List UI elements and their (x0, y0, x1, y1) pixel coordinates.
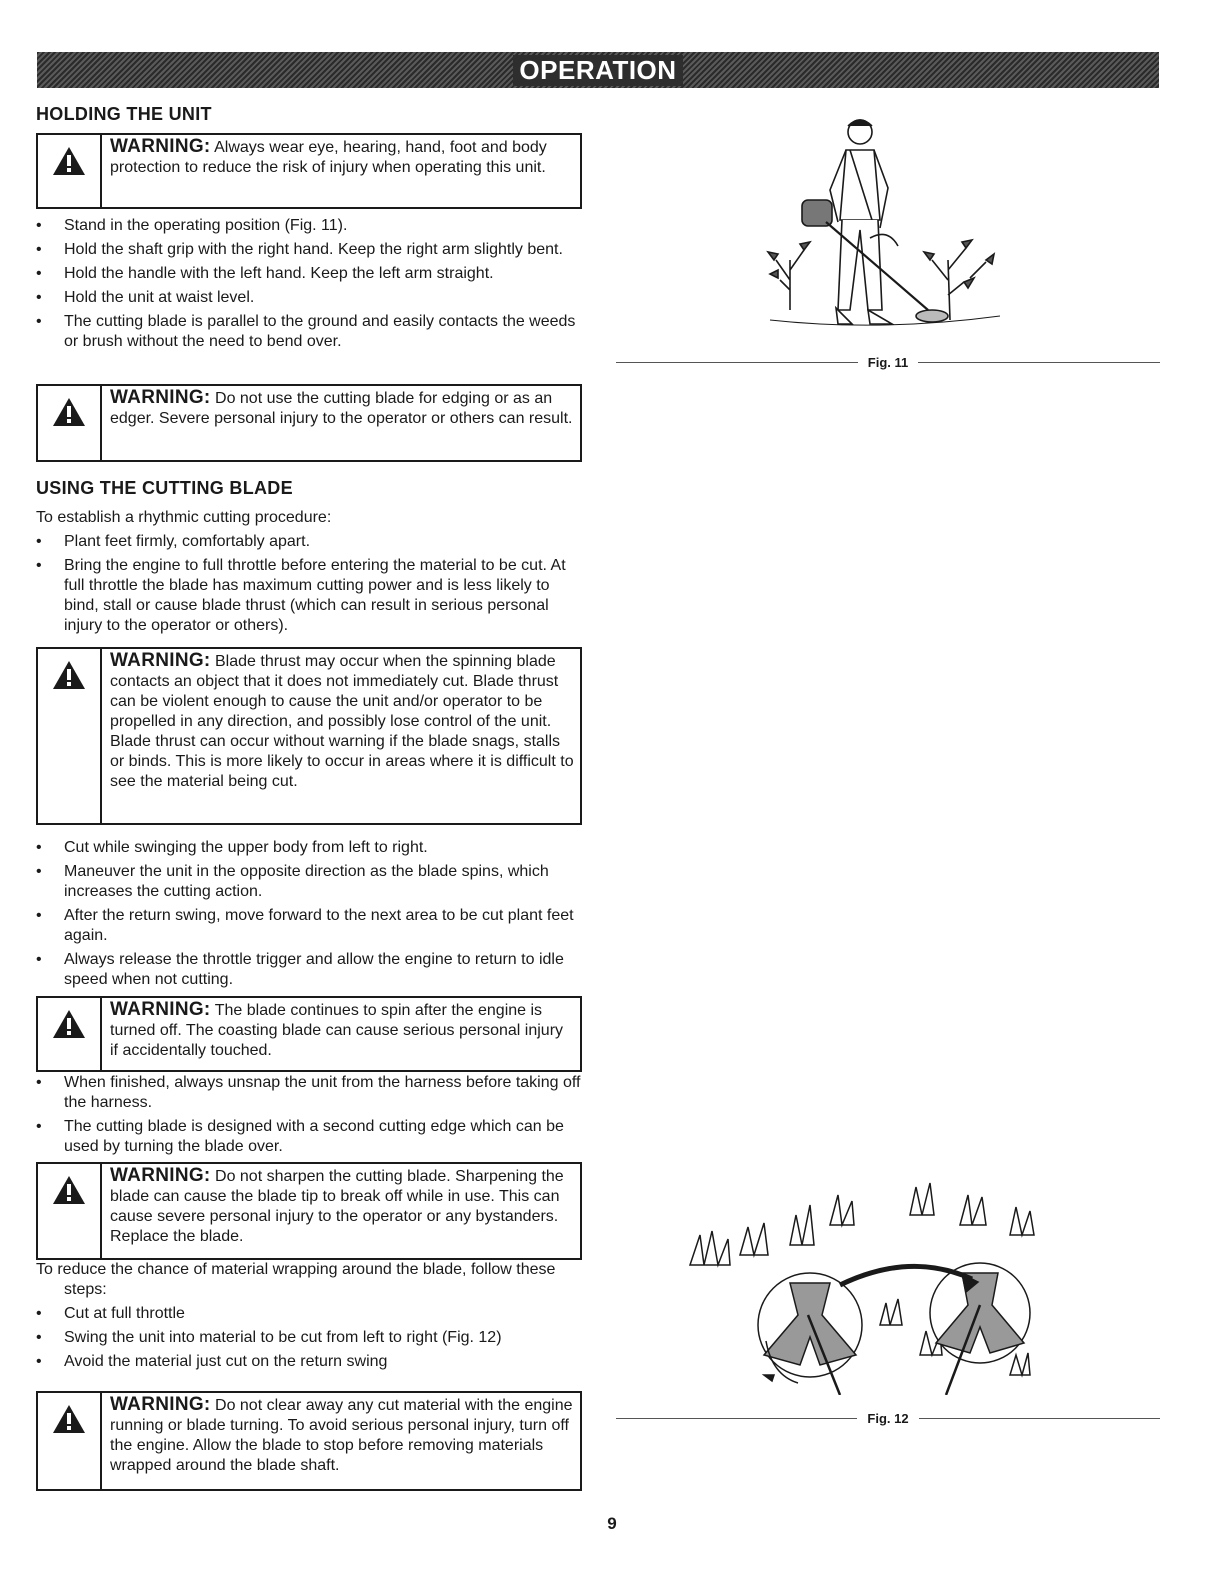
list-item: • Cut at full throttle (36, 1304, 582, 1324)
cutting-heading: USING THE CUTTING BLADE (36, 478, 293, 498)
warning-triangle-icon (38, 386, 102, 460)
warning-label: WARNING: (110, 650, 211, 671)
warning-text: The blade continues to spin after the engine is turned off. The coasting blade can cause serious personal injury if accidentally touched. (110, 1002, 564, 1059)
warning-box-4 (36, 996, 582, 1072)
section-banner (37, 52, 1159, 88)
warning-label: WARNING: (110, 136, 211, 157)
list-item: • The cutting blade is parallel to the ground and easily contacts the weeds or brush without the need to bend over. (36, 312, 582, 352)
holding-section (36, 104, 582, 125)
list-item: • Hold the shaft grip with the right hand. Keep the right arm slightly bent. (36, 240, 582, 260)
list-item: • After the return swing, move forward to the next area to be cut plant feet again. (36, 906, 582, 946)
warning-triangle-icon (38, 135, 102, 207)
holding-bullets (36, 216, 582, 356)
list-item: • Always release the throttle trigger and allow the engine to return to idle speed when not cutting. (36, 950, 582, 990)
warning-text: Do not sharpen the cutting blade. Sharpening the blade can cause the blade tip to break off while in use. This can cause severe personal injury to the operator or any bystanders. Replace the blade. (110, 1168, 564, 1245)
warning-label: WARNING: (110, 1394, 211, 1415)
warning-box-5 (36, 1162, 582, 1260)
list-item: • Plant feet firmly, comfortably apart. (36, 532, 582, 552)
list-item: • Bring the engine to full throttle before entering the material to be cut. At full throttle the blade has maximum cutting power and is less likely to bind, stall or cause blade thrust (which can result in serious personal injury to the operator or others). (36, 556, 582, 636)
list-item: • Cut while swinging the upper body from left to right. (36, 838, 582, 858)
cutting-intro: To establish a rhythmic cutting procedure: (36, 509, 332, 526)
warning-text: Blade thrust may occur when the spinning blade contacts an object that it does not immediately cut. Blade thrust can be violent enough to cause the unit and/or operator to be propelled in any direction, and possibly lose control of the unit. Blade thrust can occur without warning if the blade snags, stalls or binds. This is more likely to occur in areas where it is difficult to see the material being cut. (110, 653, 574, 790)
list-item: • Hold the handle with the left hand. Keep the left arm straight. (36, 264, 582, 284)
fig12-illustration (680, 1165, 1070, 1395)
warning-triangle-icon (38, 1164, 102, 1258)
list-item: • Hold the unit at waist level. (36, 288, 582, 308)
warning-triangle-icon (38, 649, 102, 823)
warning-triangle-icon (38, 1393, 102, 1489)
warning-text: Do not clear away any cut material with the engine running or blade turning. To avoid serious personal injury, turn off the engine. Allow the blade to stop before removing materials wrapped around the blade shaft. (110, 1397, 573, 1474)
warning-box-3 (36, 647, 582, 825)
list-item: • The cutting blade is designed with a second cutting edge which can be used by turning the blade over. (36, 1117, 582, 1157)
warning-triangle-icon (38, 998, 102, 1070)
wrap-intro: To reduce the chance of material wrapping around the blade, follow these steps: (36, 1261, 556, 1298)
fig11-illustration (760, 110, 1010, 350)
list-item: • Maneuver the unit in the opposite direction as the blade spins, which increases the cutting action. (36, 862, 582, 902)
section-title: OPERATION (513, 55, 682, 86)
warning-label: WARNING: (110, 1165, 211, 1186)
fig12-caption-row (616, 1411, 1160, 1426)
holding-heading: HOLDING THE UNIT (36, 104, 212, 124)
page-number: 9 (607, 1514, 617, 1533)
warning-text: Always wear eye, hearing, hand, foot and body protection to reduce the risk of injury when operating this unit. (110, 139, 547, 176)
warning-label: WARNING: (110, 387, 211, 408)
warning-box-6 (36, 1391, 582, 1491)
warning-box-1 (36, 133, 582, 209)
warning-text: Do not use the cutting blade for edging or as an edger. Severe personal injury to the operator or others can result. (110, 390, 573, 427)
list-item: • Stand in the operating position (Fig. 11). (36, 216, 582, 236)
cutting-section (36, 478, 582, 640)
fig11-caption: Fig. 11 (867, 355, 909, 370)
list-item: • When finished, always unsnap the unit from the harness before taking off the harness. (36, 1073, 582, 1113)
fig11-caption-row (616, 355, 1160, 370)
harness-bullets (36, 1073, 582, 1161)
warning-box-2 (36, 384, 582, 462)
list-item: • Avoid the material just cut on the return swing (36, 1352, 582, 1372)
swing-bullets (36, 838, 582, 994)
fig12-caption: Fig. 12 (867, 1411, 909, 1426)
list-item: • Swing the unit into material to be cut from left to right (Fig. 12) (36, 1328, 582, 1348)
warning-label: WARNING: (110, 999, 211, 1020)
wrap-section (36, 1260, 582, 1376)
